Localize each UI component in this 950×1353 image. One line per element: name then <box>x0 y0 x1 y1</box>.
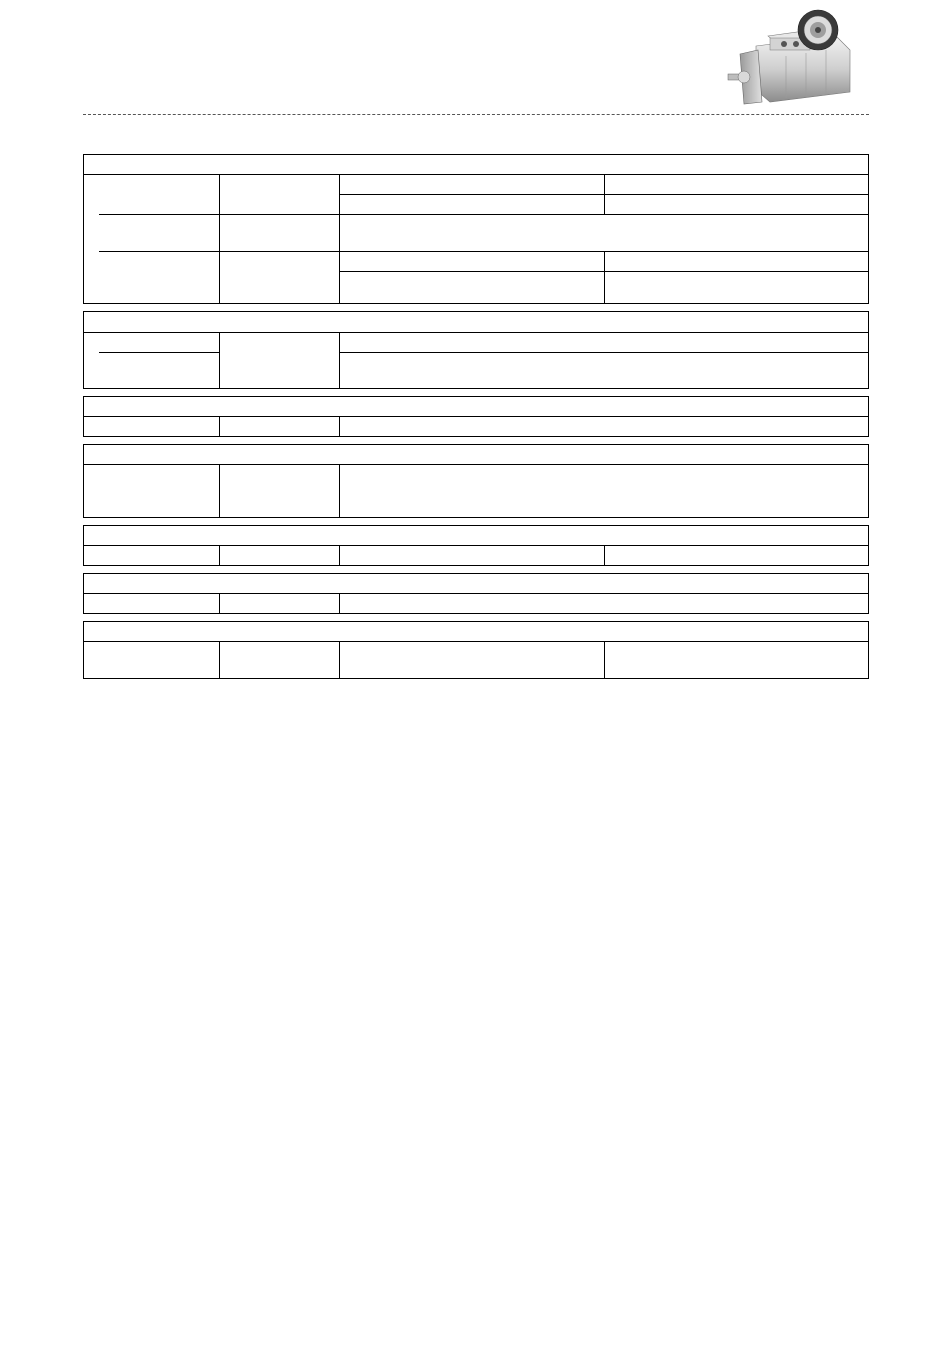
spec-table-section-4 <box>83 444 869 518</box>
header-separator <box>83 114 869 115</box>
spec-table-section-3 <box>83 396 869 437</box>
servo-motor-product-image <box>726 6 856 106</box>
spec-table-section-6 <box>83 573 869 614</box>
spec-table-section-1 <box>83 154 869 304</box>
spec-table-section-7 <box>83 621 869 679</box>
spec-table-section-5 <box>83 525 869 566</box>
spec-table-section-2 <box>83 311 869 389</box>
